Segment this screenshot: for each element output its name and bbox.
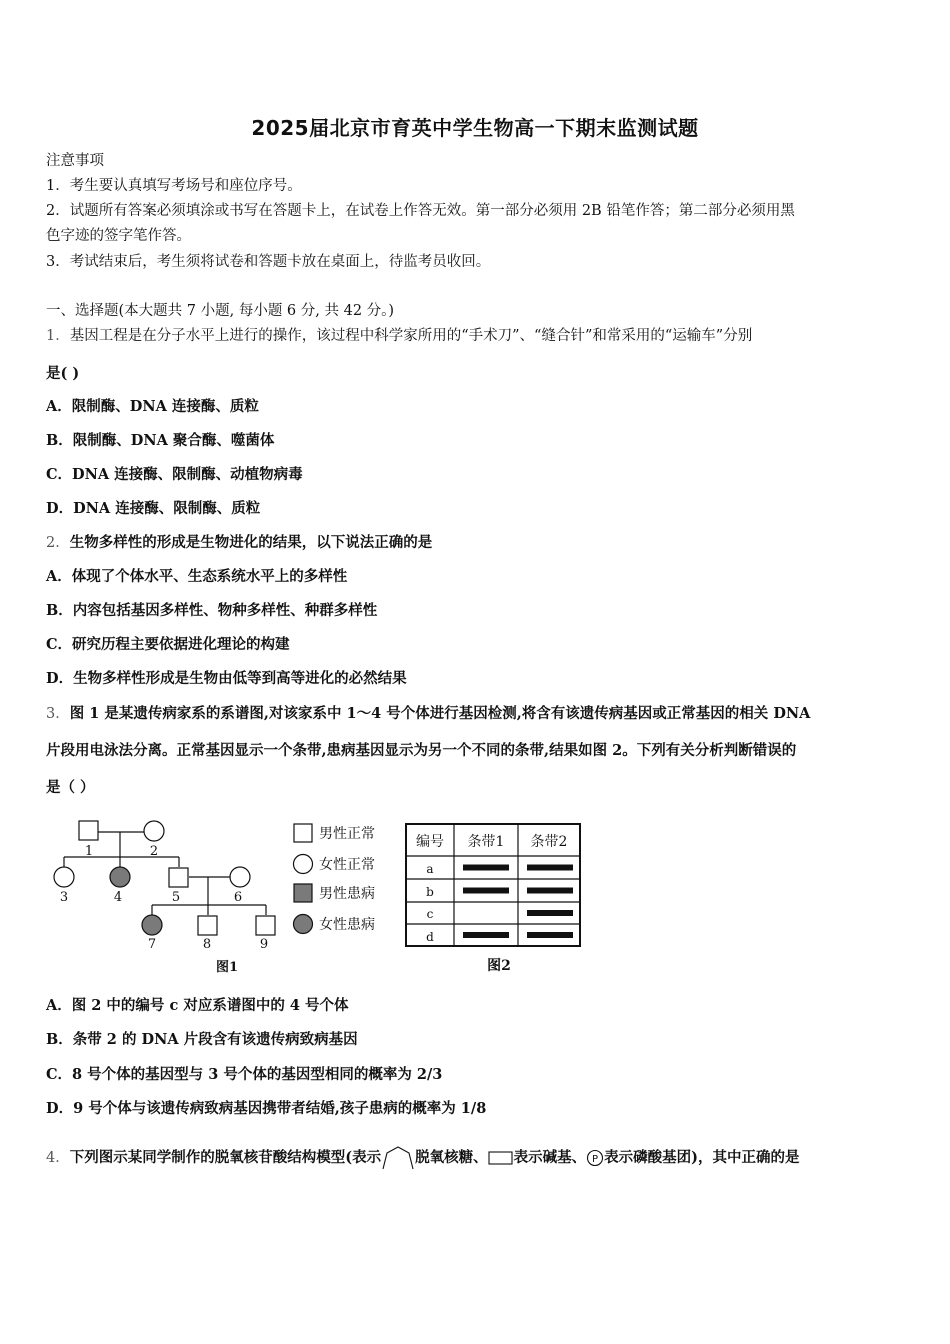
- q1-option-a: A．限制酶、DNA 连接酶、质粒: [46, 398, 259, 415]
- legend-male-normal-icon: [294, 824, 312, 842]
- question-text: 基因工程是在分子水平上进行的操作，该过程中科学家所用的“手术刀”、“缝合针”和常采用的“运输车”分别: [69, 328, 753, 344]
- question-number: 4．: [46, 1150, 70, 1166]
- question-3-cont: 片段用电泳法分离。正常基因显示一个条带,患病基因显示为另一个不同的条带,结果如图 2。下列有关分析判断错误的: [46, 742, 797, 759]
- rectangle-base-icon: [488, 1150, 514, 1166]
- notice-heading: 注意事项: [46, 153, 104, 169]
- notice-item-2-cont: 色字迹的签字笔作答。: [46, 228, 191, 244]
- pedigree-label: 9: [259, 937, 269, 952]
- q2-option-a: A．体现了个体水平、生态系统水平上的多样性: [46, 568, 348, 585]
- gel-row-id: c: [426, 907, 434, 921]
- pedigree-female-normal: [144, 821, 164, 841]
- legend-label: 女性患病: [319, 917, 375, 933]
- question-1-cont: 是( ): [46, 365, 80, 382]
- phosphate-circle-icon: [586, 1149, 604, 1167]
- q2-option-b: B．内容包括基因多样性、物种多样性、种群多样性: [46, 602, 378, 619]
- q1-option-d: D．DNA 连接酶、限制酶、质粒: [46, 500, 261, 517]
- gel-header: 条带1: [467, 834, 505, 850]
- q3-option-c: C．8 号个体的基因型与 3 号个体的基因型相同的概率为 2/3: [46, 1066, 443, 1083]
- legend-female-normal-icon: [294, 855, 313, 874]
- gel-band-2: [527, 865, 573, 871]
- q1-option-b: B．限制酶、DNA 聚合酶、噬菌体: [46, 432, 275, 449]
- gel-header: 编号: [416, 834, 444, 850]
- pedigree-label: 2: [149, 844, 159, 859]
- question-text: 脱氧核糖、: [415, 1149, 488, 1166]
- q3-option-a: A．图 2 中的编号 c 对应系谱图中的 4 号个体: [46, 997, 349, 1014]
- pedigree-label: 8: [202, 937, 212, 952]
- gel-row-id: a: [426, 862, 434, 876]
- q2-option-c: C．研究历程主要依据进化理论的构建: [46, 636, 290, 653]
- question-number: 3．: [46, 706, 70, 722]
- pedigree-female-normal: [54, 867, 74, 887]
- pedigree-male-normal: [198, 916, 217, 935]
- section-heading: 一、选择题(本大题共 7 小题, 每小题 6 分, 共 42 分。): [46, 303, 395, 319]
- pedigree-label: 6: [233, 890, 243, 905]
- notice-item-2: 2．试题所有答案必须填涂或书写在答题卡上，在试卷上作答无效。第一部分必须用 2B 铅笔作答；第二部分必须用黑: [46, 203, 795, 219]
- question-4: [46, 1145, 906, 1171]
- notice-item-3: 3．考试结束后，考生须将试卷和答题卡放在桌面上，待监考员收回。: [46, 254, 491, 270]
- pedigree-label: 5: [171, 890, 181, 905]
- q3-option-d: D．9 号个体与该遗传病致病基因携带者结婚,孩子患病的概率为 1/8: [46, 1100, 487, 1117]
- legend-male-affected-icon: [294, 884, 312, 902]
- gel-row-id: d: [426, 930, 434, 944]
- gel-band-1: [463, 888, 509, 894]
- gel-table: [406, 824, 580, 974]
- phosphate-symbol: P: [592, 1154, 599, 1165]
- gel-band-2: [527, 888, 573, 894]
- pedigree-male-normal: [79, 821, 98, 840]
- question-number: 2．: [46, 535, 70, 551]
- question-3: [46, 704, 906, 724]
- legend-female-affected-icon: [294, 915, 313, 934]
- pedigree-label: 1: [84, 844, 94, 859]
- pedigree-label: 7: [147, 937, 157, 952]
- pedigree-label: 4: [113, 890, 123, 905]
- gel-band-2: [527, 910, 573, 916]
- pedigree-label: 3: [59, 890, 69, 905]
- figure1-caption: 图1: [215, 960, 239, 975]
- question-text: 图 1 是某遗传病家系的系谱图,对该家系中 1～4 号个体进行基因检测,将含有该遗传病基因或正常基因的相关 DNA: [69, 705, 811, 722]
- pedigree-male-normal: [169, 868, 188, 887]
- q3-option-b: B．条带 2 的 DNA 片段含有该遗传病致病基因: [46, 1031, 358, 1048]
- legend-label: 男性正常: [319, 826, 375, 842]
- gel-band-1: [463, 865, 509, 871]
- legend-label: 男性患病: [319, 886, 375, 902]
- page-title: 2025届北京市育英中学生物高一下期末监测试题: [251, 116, 699, 140]
- pedigree-female-normal: [230, 867, 250, 887]
- question-text: 下列图示某同学制作的脱氧核苷酸结构模型(表示: [69, 1149, 382, 1166]
- legend-label: 女性正常: [319, 857, 375, 873]
- gel-band-1: [463, 932, 509, 938]
- question-text: 表示磷酸基团)，其中正确的是: [604, 1149, 800, 1166]
- figure2-caption: 图2: [487, 958, 511, 974]
- question-3-cont-2: 是（ ）: [46, 779, 95, 796]
- question-2: [46, 533, 906, 553]
- gel-header: 条带2: [530, 834, 568, 850]
- q1-option-c: C．DNA 连接酶、限制酶、动植物病毒: [46, 466, 303, 483]
- pedigree-female-affected: [110, 867, 130, 887]
- gel-band-2: [527, 932, 573, 938]
- pedigree-female-affected: [142, 915, 162, 935]
- gel-row-id: b: [426, 885, 434, 899]
- q2-option-d: D．生物多样性形成是生物由低等到高等进化的必然结果: [46, 670, 407, 687]
- question-text: 生物多样性的形成是生物进化的结果，以下说法正确的是: [69, 534, 433, 551]
- figure-pedigree-and-gel: [46, 815, 606, 980]
- pedigree-male-normal: [256, 916, 275, 935]
- question-1: [46, 326, 906, 346]
- pentagon-sugar-icon: [381, 1145, 415, 1171]
- question-text: 表示碱基、: [513, 1149, 587, 1166]
- notice-item-1: 1．考生要认真填写考场号和座位序号。: [46, 178, 302, 194]
- question-number: 1．: [46, 328, 70, 344]
